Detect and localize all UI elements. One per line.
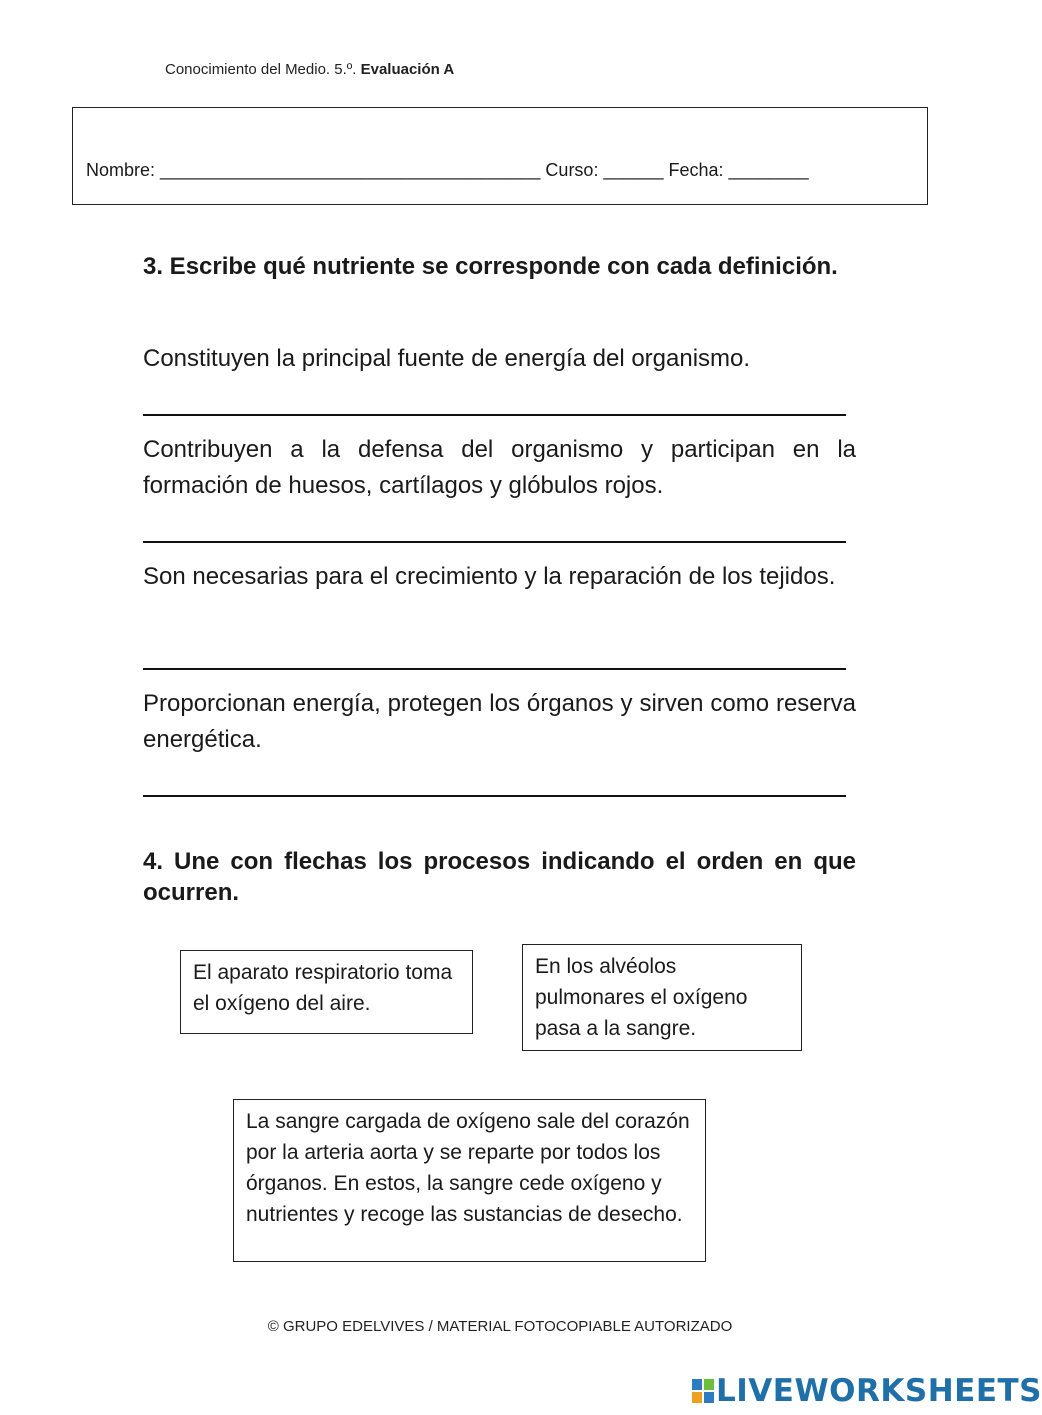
question-4-title: 4. Une con flechas los procesos indicando el orden en que ocurren. [143,848,856,906]
subject-label: Conocimiento del Medio. 5.º. [165,61,357,78]
question-3-title: 3. Escribe qué nutriente se corresponde con cada definición. [143,253,838,280]
answer-line-4[interactable] [143,795,846,797]
answer-line-3[interactable] [143,668,846,670]
answer-line-1[interactable] [143,414,846,416]
definition-3: Son necesarias para el crecimiento y la reparación de los tejidos. [143,563,836,590]
evaluation-label: Evaluación A [360,61,455,78]
page-header [165,61,454,78]
definition-2: Contribuyen a la defensa del organismo y participan en la formación de huesos, cartílagos y glóbulos rojos. [143,436,856,499]
logo-text: LIVEWORKSHEETS [716,1373,1042,1409]
student-info-box [72,107,928,205]
definition-4: Proporcionan energía, protegen los órganos y sirven como reserva energética. [143,690,856,753]
answer-line-2[interactable] [143,541,846,543]
copyright-footer: © GRUPO EDELVIVES / MATERIAL FOTOCOPIABLE AUTORIZADO [267,1318,733,1335]
student-info-line[interactable]: Nombre: ______________________________________ Curso: ______ Fecha: ________ [86,160,809,180]
process-box-1[interactable]: El aparato respiratorio toma el oxígeno del aire. [180,950,473,1034]
definition-1: Constituyen la principal fuente de energía del organismo. [143,345,751,372]
liveworksheets-logo[interactable] [692,1375,1042,1407]
logo-grid-icon [692,1379,714,1403]
process-box-2[interactable]: En los alvéolos pulmonares el oxígeno pasa a la sangre. [522,944,802,1051]
process-box-3[interactable]: La sangre cargada de oxígeno sale del corazón por la arteria aorta y se reparte por todos los órganos. En estos, la sangre cede oxígeno y nutrientes y recoge las sustancias de desecho. [233,1099,706,1262]
